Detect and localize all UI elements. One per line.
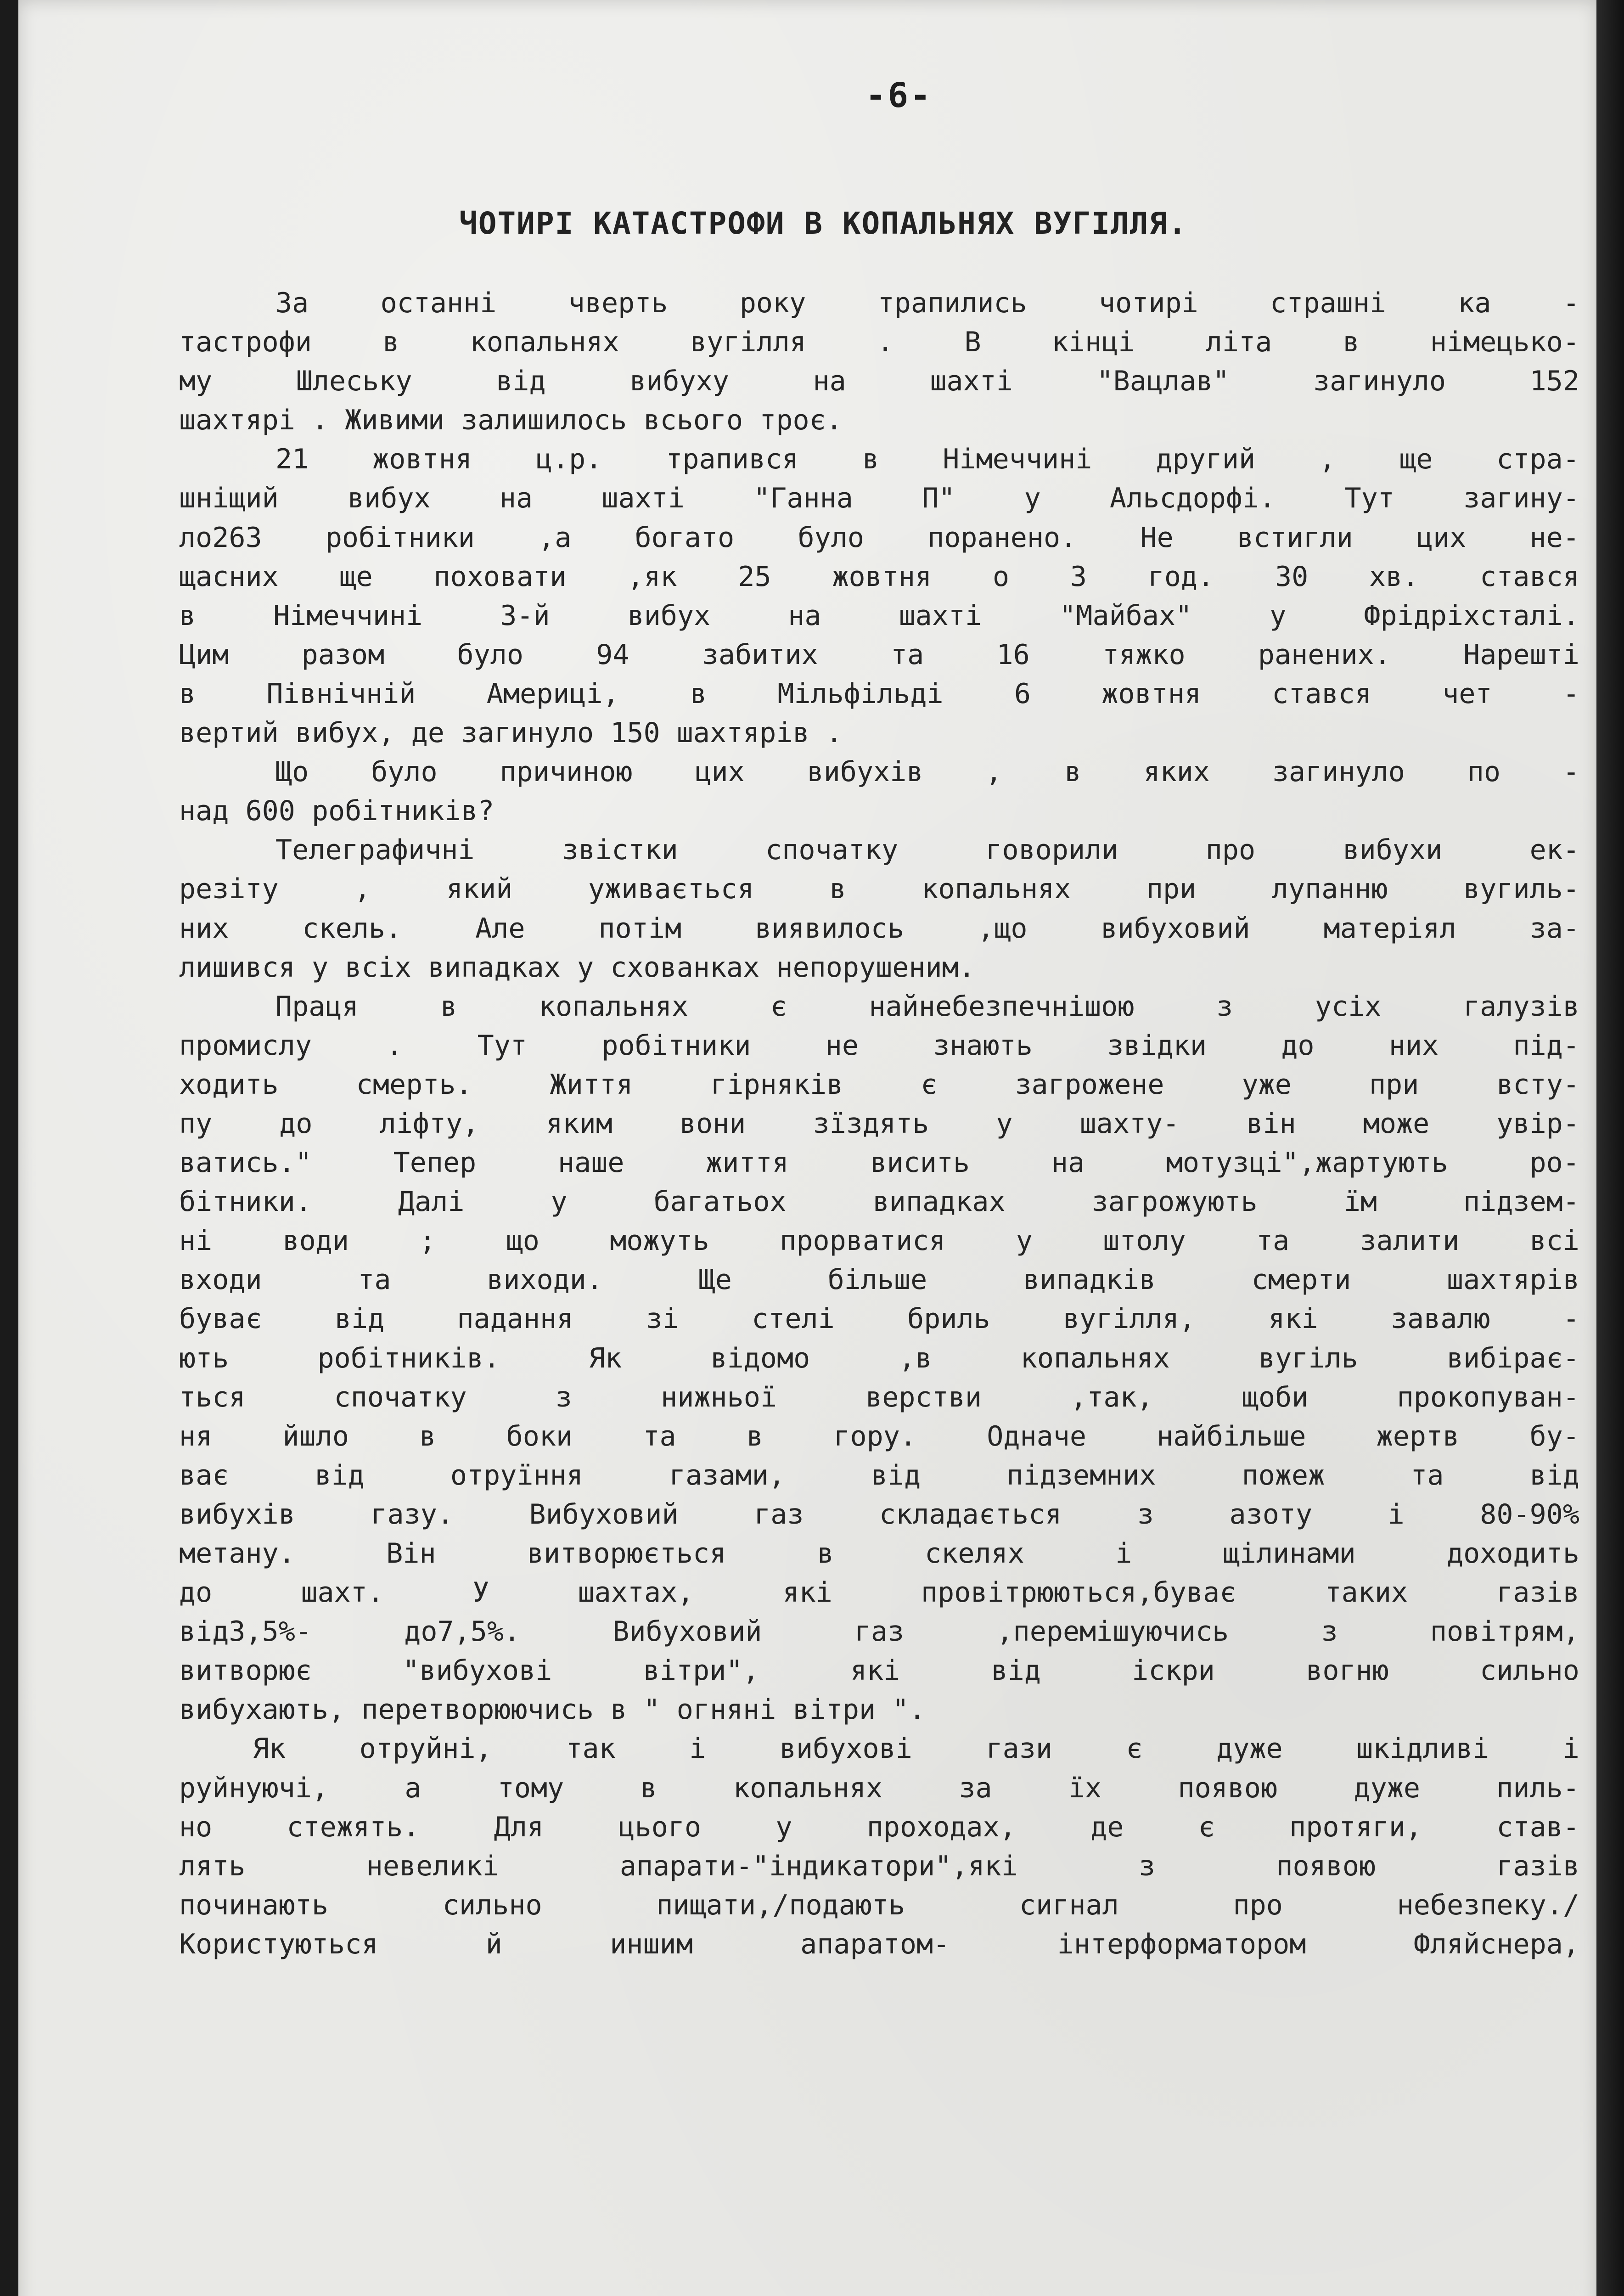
text-line: від3,5%- до7,5%. Вибуховий газ ,перемішуючись з повітрям, <box>179 1615 1579 1648</box>
text-line: ють робітників. Як відомо ,в копальнях вугіль вибірає- <box>179 1342 1579 1374</box>
text-line: пу до ліфту, яким вони зїздять у шахту- він може увір- <box>179 1107 1579 1140</box>
text-line: шніщий вибух на шахті "Ганна П" у Альсдорфі. Тут загину- <box>179 482 1579 515</box>
text-line: буває від падання зі стелі бриль вугілля, які завалю - <box>179 1303 1579 1335</box>
text-line: Користуються й иншим апаратом- інтерформатором Фляйснера, <box>179 1928 1579 1960</box>
text-line: починають сильно пищати,/подають сигнал про небезпеку./ <box>179 1889 1579 1921</box>
text-line: но стежять. Для цього у проходах, де є протяги, став- <box>179 1811 1579 1843</box>
text-line: Як отруйні, так і вибухові гази є дуже шкідливі і <box>253 1733 1579 1765</box>
text-line: ходить смерть. Життя гірняків є загрожене уже при всту- <box>179 1068 1579 1101</box>
text-line: ня йшло в боки та в гору. Одначе найбільше жертв бу- <box>179 1420 1579 1452</box>
text-line: ватись." Тепер наше життя висить на мотузці",жартують ро- <box>179 1147 1579 1179</box>
text-line: вертий вибух, де загинуло 150 шахтярів . <box>179 717 843 749</box>
text-line: ває від отруїння газами, від підземних пожеж та від <box>179 1459 1579 1491</box>
text-line: щасних ще поховати ,як 25 жовтня о 3 год. 30 хв. стався <box>179 560 1579 593</box>
text-line: За останні чверть року трапились чотирі страшні ка - <box>275 287 1579 319</box>
text-line: вибухів газу. Вибуховий газ складається з азоту і 80-90% <box>179 1498 1579 1531</box>
text-line: лишився у всіх випадках у схованках непорушеним. <box>179 951 975 984</box>
text-line: в Північній Америці, в Мільфільді 6 жовтня стався чет - <box>179 677 1579 710</box>
text-line: над 600 робітників? <box>179 795 495 827</box>
text-line: витворює "вибухові вітри", які від іскри вогню сильно <box>179 1654 1579 1687</box>
text-line: ться спочатку з нижньої верстви ,так, щоби прокопуван- <box>179 1381 1579 1413</box>
text-line: ні води ; що можуть прорватися у штолу та залити всі <box>179 1225 1579 1257</box>
text-line: Праця в копальнях є найнебезпечнішою з усіх галузів <box>275 990 1579 1023</box>
text-line: вибухають, перетворюючись в " огняні вітри ". <box>179 1694 926 1726</box>
text-line: лять невеликі апарати-"індикатори",які з появою газів <box>179 1850 1579 1882</box>
text-line: метану. Він витворюється в скелях і щілинами доходить <box>179 1537 1579 1570</box>
text-line: шахтярі . Живими залишилось всього троє. <box>179 404 843 437</box>
text-line: ло263 робітники ,а богато було поранено. Не встигли цих не- <box>179 521 1579 554</box>
text-line: му Шлеську від вибуху на шахті "Вацлав" загинуло 152 <box>179 365 1579 398</box>
scan-edge <box>1596 0 1624 2296</box>
text-line: бітники. Далі у багатьох випадках загрожують їм підзем- <box>179 1186 1579 1218</box>
text-line: них скель. Але потім виявилось ,що вибуховий матеріял за- <box>179 912 1579 945</box>
page-number: -6- <box>865 76 933 115</box>
text-line: 21 жовтня ц.р. трапився в Німеччині другий , ще стра- <box>275 443 1579 476</box>
text-line: промислу . Тут робітники не знають звідки до них під- <box>179 1029 1579 1062</box>
page-title: ЧОТИРІ КАТАСТРОФИ В КОПАЛЬНЯХ ВУГІЛЛЯ. <box>459 206 1187 241</box>
text-line: Телеграфичні звістки спочатку говорили про вибухи ек- <box>275 834 1579 867</box>
text-line: Цим разом було 94 забитих та 16 тяжко ранених. Нарешті <box>179 638 1579 671</box>
text-line: до шахт. У шахтах, які провітрюються,буває таких газів <box>179 1576 1579 1609</box>
text-line: в Німеччині 3-й вибух на шахті "Майбах" у Фрідріхсталі. <box>179 599 1579 632</box>
text-line: входи та виходи. Ще більше випадків смерти шахтярів <box>179 1264 1579 1296</box>
article-body <box>179 284 1579 1964</box>
text-line: резіту , який уживається в копальнях при лупанню вугиль- <box>179 873 1579 906</box>
text-line: Що було причиною цих вибухів , в яких загинуло по - <box>275 756 1579 788</box>
text-line: руйнуючі, а тому в копальнях за їх появою дуже пиль- <box>179 1772 1579 1804</box>
text-line: тастрофи в копальнях вугілля . В кінці літа в німецько- <box>179 326 1579 359</box>
